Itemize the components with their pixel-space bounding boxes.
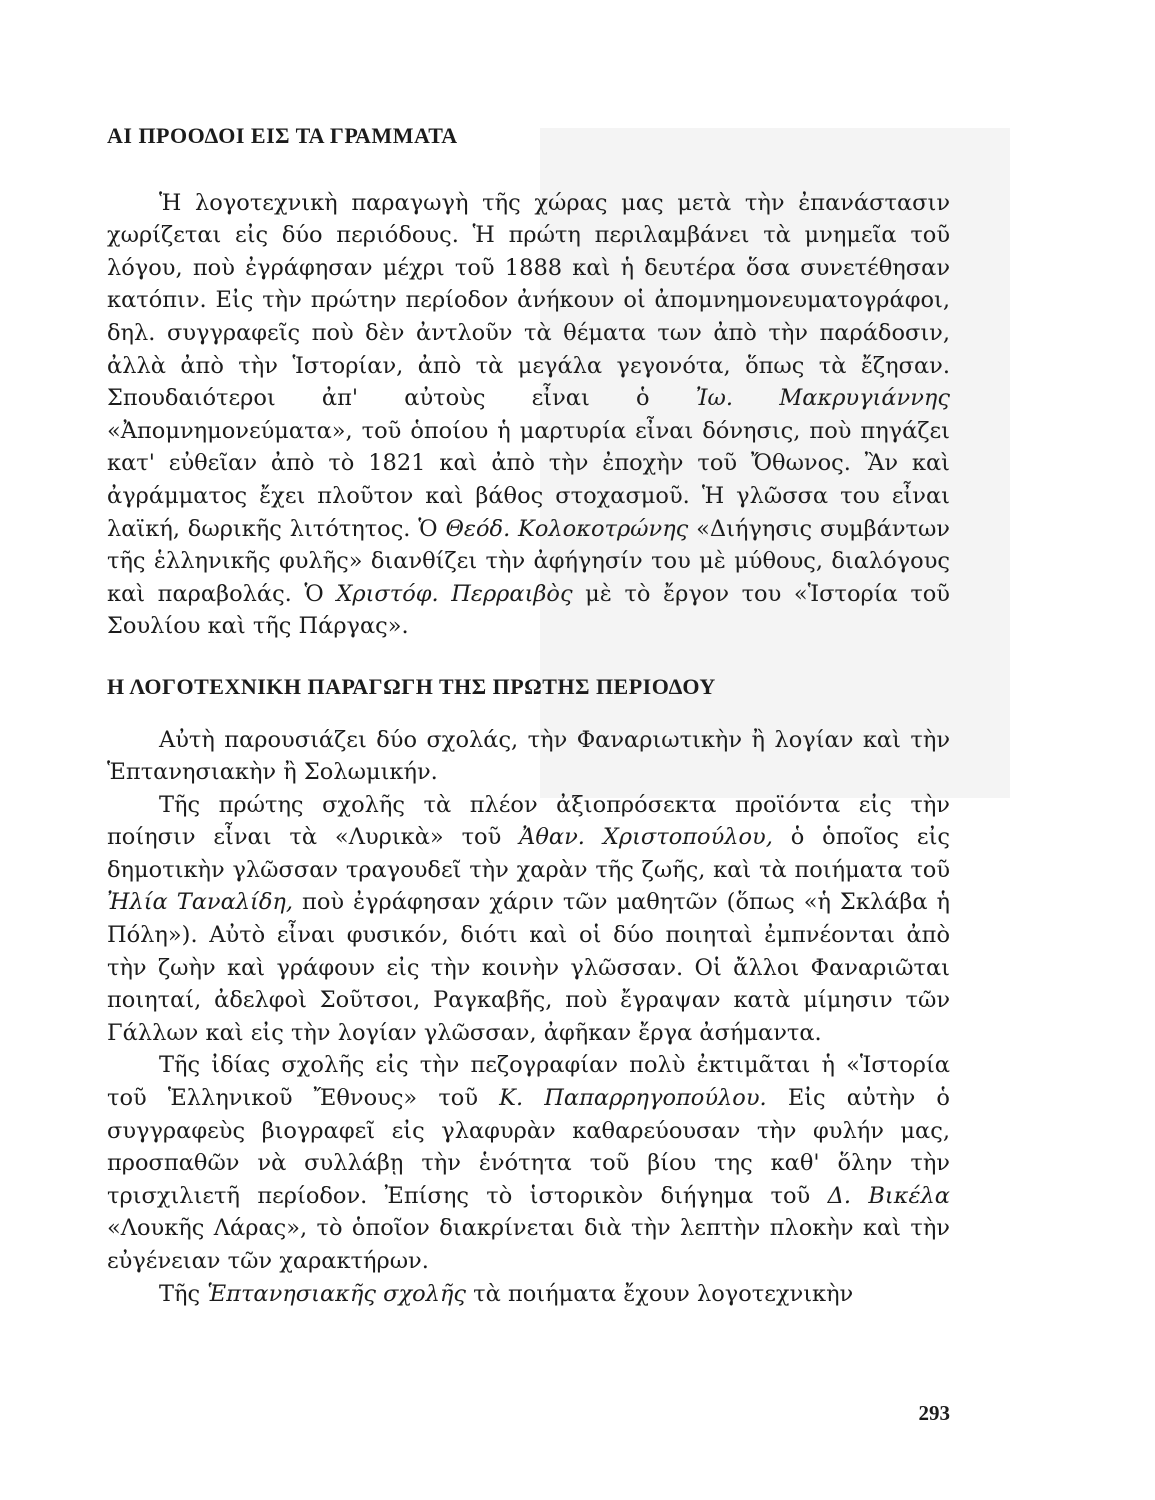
para4-author-vikelas: Δ. Βικέλα bbox=[827, 1182, 950, 1209]
para5-text-2: τὰ ποιήματα ἔχουν λογοτεχνικὴν bbox=[473, 1280, 854, 1307]
paragraph-intro bbox=[107, 187, 950, 643]
paragraph-schools: Αὐτὴ παρουσιάζει δύο σχολάς, τὴν Φαναριωτικὴν ἢ λογίαν καὶ τὴν Ἑπτανησιακὴν ἢ Σολωμικήν. bbox=[107, 726, 950, 786]
paragraph-ionian-school bbox=[107, 1278, 950, 1311]
para1-text-3: «Διήγησις συμβάντων τῆς ἑλληνικῆς φυλῆς» διανθίζει τὴν ἀφήγησίν του μὲ μύθους, διαλόγους καὶ παραβολάς. Ὁ bbox=[107, 515, 950, 607]
para3-text-1: Τῆς πρώτης σχολῆς τὰ πλέον ἀξιοπρόσεκτα προϊόντα εἰς τὴν ποίησιν εἶναι τὰ «Λυρικὰ» τοῦ bbox=[107, 791, 950, 851]
para4-author-paparrigopoulos: Κ. Παπαρρηγοπούλου. bbox=[499, 1085, 767, 1112]
section-heading-first-period: Η ΛΟΓΟΤΕΧΝΙΚΗ ΠΑΡΑΓΩΓΗ ΤΗΣ ΠΡΩΤΗΣ ΠΕΡΙΟΔΟΥ bbox=[107, 673, 716, 699]
para5-ionian-school: Ἑπτανησιακῆς σχολῆς bbox=[207, 1280, 467, 1307]
para4-text-3: «Λουκῆς Λάρας», τὸ ὁποῖον διακρίνεται διὰ τὴν λεπτὴν πλοκὴν καὶ τὴν εὐγένειαν τῶν χαρακτήρων. bbox=[107, 1215, 950, 1274]
para3-text-3: ποὺ ἐγράφησαν χάριν τῶν μαθητῶν (ὅπως «ἡ Σκλάβα ἡ Πόλη»). Αὐτὸ εἶναι φυσικόν, διότι καὶ οἱ δύο ποιηταὶ ἐμπνέονται ἀπὸ τὴν ζωὴν καὶ γράφουν εἰς τὴν κοινὴν γλῶσσαν. Οἱ ἄλλοι Φαναριῶται ποιηταί, ἀδελφοὶ Σοῦτσοι, Ραγκαβῆς, ποὺ ἔγραψαν κατὰ μίμησιν τῶν Γάλλων καὶ εἰς τὴν λογίαν γλῶσσαν, ἀφῆκαν ἔργα ἀσήμαντα. bbox=[107, 889, 951, 1046]
para4-text-2: Εἰς αὐτὴν ὁ συγγραφεὺς βιογραφεῖ εἰς γλαφυρὰν καθαρεύουσαν τὴν φυλήν μας, προσπαθῶν νὰ συλλάβῃ τὴν ἑνότητα τοῦ βίου της καθ' ὅλην τὴν τρισχιλιετῆ περίοδον. Ἐπίσης τὸ ἱστορικὸν διήγημα τοῦ bbox=[107, 1085, 950, 1209]
para1-author-makrygiannis: Ἰω. Μακρυγιάννης bbox=[695, 385, 950, 412]
page-body bbox=[107, 120, 950, 1310]
paragraph-phanariot-poetry bbox=[107, 789, 950, 1050]
para5-text-1: Τῆς bbox=[159, 1280, 201, 1307]
para1-author-kolokotronis: Θεόδ. Κολοκοτρώνης bbox=[445, 515, 689, 542]
page-number: 293 bbox=[918, 1401, 950, 1425]
para3-author-tanalidis: Ἠλία Ταναλίδη, bbox=[107, 889, 294, 916]
para1-text-1: Ἡ λογοτεχνικὴ παραγωγὴ τῆς χώρας μας μετὰ τὴν ἐπανάστασιν χωρίζεται εἰς δύο περιόδους. Ἡ πρώτη περιλαμβάνει τὰ μνημεῖα τοῦ λόγου, ποὺ ἐγράφησαν μέχρι τοῦ 1888 καὶ ἡ δευτέρα ὅσα συνετέθησαν κατόπιν. Εἰς τὴν πρώτην περίοδον ἀνήκουν οἱ ἀπομνημονευματογράφοι, δηλ. συγγραφεῖς ποὺ δὲν ἀντλοῦν τὰ θέματα των ἀπὸ τὴν παράδοσιν, ἀλλὰ ἀπὸ τὴν Ἱστορίαν, ἀπὸ τὰ μεγάλα γεγονότα, ὅπως τὰ ἔζησαν. Σπουδαιότεροι ἀπ' αὐτοὺς εἶναι ὁ bbox=[107, 189, 950, 412]
para3-text-2: ὁ ὁποῖος εἰς δημοτικὴν γλῶσσαν τραγουδεῖ τὴν χαρὰν τῆς ζωῆς, καὶ τὰ ποιήματα τοῦ bbox=[107, 824, 950, 883]
para4-text-1: Τῆς ἰδίας σχολῆς εἰς τὴν πεζογραφίαν πολὺ ἐκτιμᾶται ἡ «Ἱστορία τοῦ Ἑλληνικοῦ Ἔθνους» τοῦ bbox=[107, 1052, 950, 1112]
para1-text-2: «Ἀπομνημονεύματα», τοῦ ὁποίου ἡ μαρτυρία εἶναι δόνησις, ποὺ πηγάζει κατ' εὐθεῖαν ἀπὸ τὸ 1821 καὶ ἀπὸ τὴν ἐποχὴν τοῦ Ὄθωνος. Ἂν καὶ ἀγράμματος ἔχει πλοῦτον καὶ βάθος στοχασμοῦ. Ἡ γλῶσσα του εἶναι λαϊκή, δωρικῆς λιτότητος. Ὁ bbox=[107, 417, 950, 542]
para3-author-christopoulos: Ἀθαν. Χριστοπούλου, bbox=[519, 824, 773, 851]
section-heading-progress: ΑΙ ΠΡΟΟΔΟΙ ΕΙΣ ΤΑ ΓΡΑΜΜΑΤΑ bbox=[107, 123, 458, 148]
para1-author-perraivos: Χριστόφ. Περραιβὸς bbox=[336, 580, 573, 607]
para1-text-4: μὲ τὸ ἔργον του «Ἱστορία τοῦ Σουλίου καὶ τῆς Πάργας». bbox=[107, 580, 950, 640]
paragraph-phanariot-prose bbox=[107, 1049, 950, 1277]
